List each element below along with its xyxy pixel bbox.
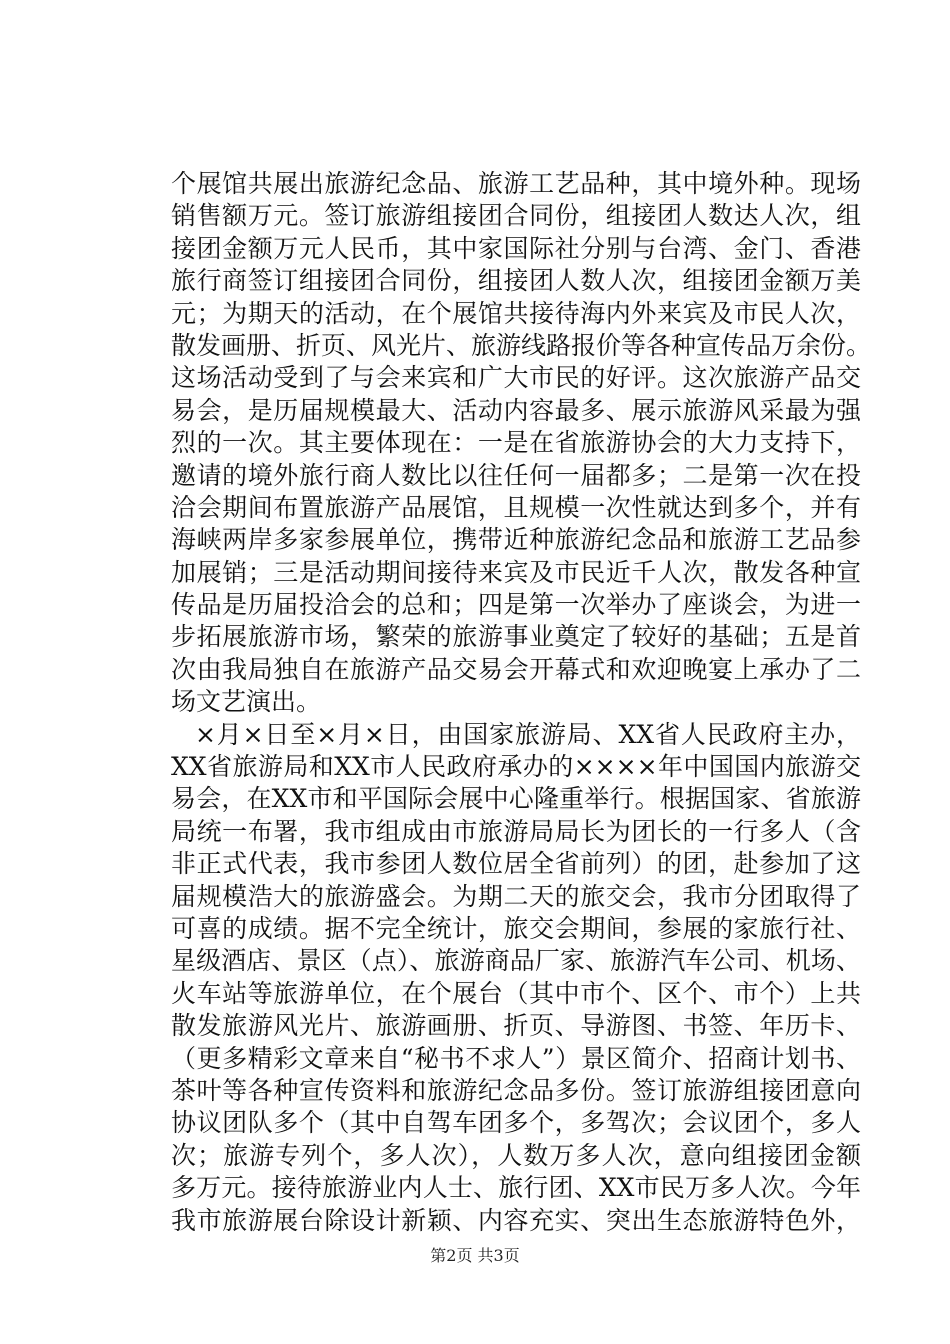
text-line: 加展销；三是活动期间接待来宾及市民近千人次，散发各种宣 [171, 557, 861, 587]
text-line: 旅行商签订组接团合同份，组接团人数人次，组接团金额万美 [171, 266, 861, 296]
paragraph-1 [171, 168, 872, 719]
text-line: 星级酒店、景区（点）、旅游商品厂家、旅游汽车公司、机场、 [171, 946, 861, 976]
text-line: 次由我局独自在旅游产品交易会开幕式和欢迎晚宴上承办了二 [171, 654, 861, 684]
text-line: 场文艺演出。 [171, 687, 322, 717]
text-line: 协议团队多个（其中自驾车团多个，多驾次；会议团个，多人 [171, 1108, 861, 1138]
text-line: 这场活动受到了与会来宾和广大市民的好评。这次旅游产品交 [171, 363, 861, 393]
text-line: 次；旅游专列个，多人次），人数万多人次，意向组接团金额 [171, 1140, 861, 1170]
text-line: ×月×日至×月×日，由国家旅游局、XX省人民政府主办， [195, 719, 861, 749]
text-line: 我市旅游展台除设计新颖、内容充实、突出生态旅游特色外， [171, 1205, 861, 1235]
text-line: 可喜的成绩。据不完全统计，旅交会期间，参展的家旅行社、 [171, 913, 861, 943]
text-line: 局统一布署，我市组成由市旅游局局长为团长的一行多人（含 [171, 816, 861, 846]
text-line: 火车站等旅游单位，在个展台（其中市个、区个、市个）上共 [171, 978, 861, 1008]
text-line: 传品是历届投洽会的总和；四是第一次举办了座谈会，为进一 [171, 590, 861, 620]
text-line: 步拓展旅游市场，繁荣的旅游事业奠定了较好的基础；五是首 [171, 622, 861, 652]
text-line: 邀请的境外旅行商人数比以往任何一届都多；二是第一次在投 [171, 460, 861, 490]
page-footer: 第2页 共3页 [430, 1246, 520, 1265]
text-line: 茶叶等各种宣传资料和旅游纪念品多份。签订旅游组接团意向 [171, 1075, 861, 1105]
text-line: XX省旅游局和XX市人民政府承办的××××年中国国内旅游交 [171, 752, 861, 782]
text-line: 易会，是历届规模最大、活动内容最多、展示旅游风采最为强 [171, 395, 861, 425]
text-line: 届规模浩大的旅游盛会。为期二天的旅交会，我市分团取得了 [171, 881, 861, 911]
text-line: 元；为期天的活动，在个展馆共接待海内外来宾及市民人次， [171, 298, 861, 328]
text-line: 易会，在XX市和平国际会展中心隆重举行。根据国家、省旅游 [171, 784, 861, 814]
text-line: 非正式代表，我市参团人数位居全省前列）的团，赴参加了这 [171, 849, 861, 879]
text-line: 烈的一次。其主要体现在：一是在省旅游协会的大力支持下， [171, 428, 861, 458]
body-text [171, 168, 872, 1237]
text-line: 洽会期间布置旅游产品展馆，且规模一次性就达到多个，并有 [171, 492, 861, 522]
text-line: 销售额万元。签订旅游组接团合同份，组接团人数达人次，组 [171, 201, 861, 231]
text-line: 海峡两岸多家参展单位，携带近种旅游纪念品和旅游工艺品参 [171, 525, 861, 555]
text-line: （更多精彩文章来自“秘书不求人”）景区简介、招商计划书、 [171, 1043, 861, 1073]
text-line: 接团金额万元人民币，其中家国际社分别与台湾、金门、香港 [171, 233, 861, 263]
paragraph-2 [171, 719, 861, 1237]
text-line: 个展馆共展出旅游纪念品、旅游工艺品种，其中境外种。现场 [171, 169, 861, 198]
text-line: 散发画册、折页、风光片、旅游线路报价等各种宣传品万余份。 [171, 330, 872, 360]
text-line: 散发旅游风光片、旅游画册、折页、导游图、书签、年历卡、 [171, 1011, 861, 1041]
text-line: 多万元。接待旅游业内人士、旅行团、XX市民万多人次。今年 [171, 1173, 861, 1203]
